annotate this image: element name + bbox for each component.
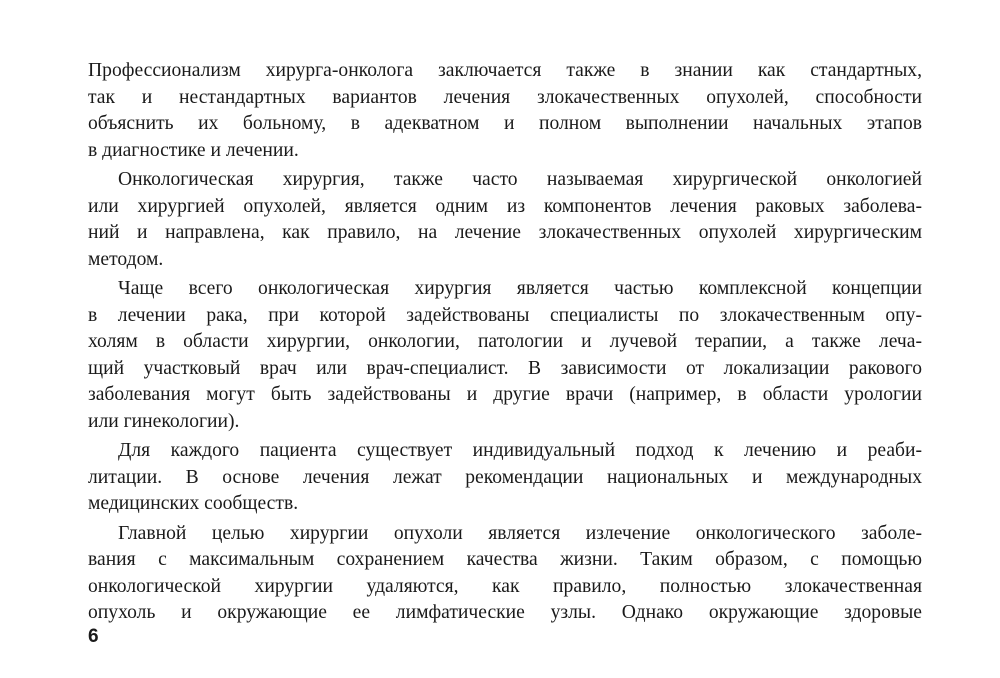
text-line: или хирургией опухолей, является одним из компонентов лечения раковых заболева- (88, 195, 922, 217)
text-line: в лечении рака, при которой задействованы специалисты по злокачественным опу- (88, 304, 922, 326)
page-body (88, 58, 922, 627)
text-line: заболевания могут быть задействованы и другие врачи (например, в области урологии (88, 384, 922, 405)
text-line: ний и направлена, как правило, на лечение злокачественных опухолей хирургическим (88, 222, 922, 243)
text-line: литации. В основе лечения лежат рекомендации национальных и международных (88, 466, 922, 488)
text-line: опухоль и окружающие ее лимфатические узлы. Однако окружающие здоровые (88, 602, 922, 623)
text-line: Главной целью хирургии опухоли является излечение онкологического заболе- (118, 522, 922, 544)
text-line: медицинских сообществ. (88, 493, 299, 514)
paragraph-2 (88, 167, 922, 273)
text-line: так и нестандартных вариантов лечения злокачественных опухолей, способности (88, 86, 922, 108)
paragraph-1 (88, 58, 922, 164)
paragraph-4 (88, 438, 922, 518)
text-line: щий участковый врач или врач-специалист. В зависимости от локализации ракового (88, 357, 922, 379)
text-line: Для каждого пациента существует индивидуальный подход к лечению и реаби- (118, 440, 922, 461)
text-line: объяснить их больному, в адекватном и полном выполнении начальных этапов (88, 113, 922, 134)
paragraph-5 (88, 521, 922, 627)
text-line: Профессионализм хирурга-онколога заключается также в знании как стандартных, (88, 60, 922, 81)
text-line: методом. (88, 248, 164, 270)
text-line: Чаще всего онкологическая хирургия является частью комплексной концепции (118, 278, 922, 299)
page-number: 6 (88, 626, 99, 647)
text-line: Онкологическая хирургия, также часто называемая хирургической онкологией (118, 169, 922, 190)
text-line: или гинекологии). (88, 410, 240, 432)
text-line: вания с максимальным сохранением качества жизни. Таким образом, с помощью (88, 549, 922, 570)
text-line: в диагностике и лечении. (88, 139, 299, 161)
text-line: холям в области хирургии, онкологии, патологии и лучевой терапии, а также леча- (88, 331, 922, 352)
text-line: онкологической хирургии удаляются, как правило, полностью злокачественная (88, 575, 922, 597)
paragraph-3 (88, 276, 922, 435)
